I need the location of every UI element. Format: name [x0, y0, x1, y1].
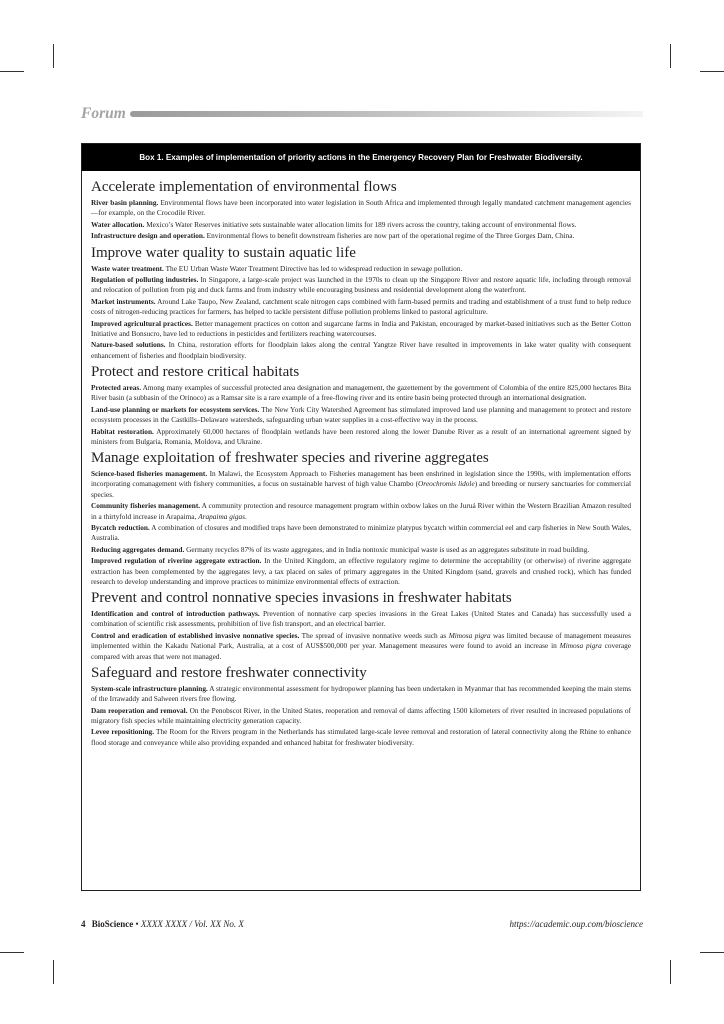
action-description: A combination of closures and modified traps have been demonstrated to minimize platypus bycatch within commercial eel and carp fisheries in New South Wales, Australia. — [91, 523, 631, 543]
section-heading: Improve water quality to sustain aquatic life — [91, 244, 356, 261]
action-term: River basin planning. — [91, 198, 159, 207]
action-description: In the United Kingdom, an effective regulatory regime to determine the acceptability (or otherwise) of riverine aggregate extraction has been complemented by the aggregates levy, a tax placed on sales of primary aggregates in the United Kingdom (sand, gravels and crushed rock), which has funded research to develop understanding and improve practices to minimize environmental effects of extraction. — [91, 556, 632, 586]
action-term: Levee repositioning. — [91, 727, 155, 737]
action-entry — [91, 231, 631, 241]
action-term: Control and eradication of established invasive nonnative species. — [91, 630, 300, 640]
action-entry — [91, 405, 631, 426]
action-description: The Room for the Rivers program in the Netherlands has stimulated large-scale levee removal and restoration of lateral connectivity along the Rhine to enhance flood storage and conveyance while also providing expanded and enhanced habitat for freshwater biodiversity. — [91, 727, 631, 747]
action-term: Water allocation. — [91, 219, 145, 229]
header-rule — [130, 111, 643, 117]
action-entry — [91, 220, 631, 230]
action-term: Community fisheries management. — [91, 501, 201, 511]
crop-mark — [670, 44, 671, 68]
action-term: Nature-based solutions. — [91, 340, 166, 350]
action-description: The spread of invasive nonnative weeds such as Mimosa pigra was limited because of management measures implemented within the Kakadu National Park, Australia, at a cost of AUS$500,000 per year. Management measures were found to avoid an increase in Mimosa pigra coverage compared with areas that were not managed. — [91, 630, 631, 661]
section-header — [81, 104, 643, 124]
issue-info: XXXX XXXX / Vol. XX No. X — [140, 919, 244, 929]
action-description: Better management practices on cotton and sugarcane farms in India and Pakistan, encouraged by market-based initiatives such as the Better Cotton Initiative and Bonsucro, have led to reductions in pesticides and fertilizers reaching watercourses. — [91, 318, 631, 338]
crop-mark — [53, 960, 54, 984]
action-term: Science-based fisheries management. — [91, 469, 208, 479]
section-heading: Protect and restore critical habitats — [91, 363, 300, 380]
action-description: A strategic environmental assessment for hydropower planning has been undertaken in Myanmar that has recommended keeping the main stems of the Irrawaddy and Salween rivers free flowing. — [91, 683, 631, 704]
action-description: A community protection and resource management program within oxbow lakes on the Juruá River within the Western Brazilian Amazon resulted in a thirtyfold increase in Arapaima, Arapaima gigas. — [91, 501, 631, 521]
section-label: Forum — [81, 105, 126, 122]
action-term: Protected areas. — [91, 382, 142, 392]
action-term: Infrastructure design and operation. — [91, 231, 205, 241]
journal-name: BioScience — [91, 919, 134, 929]
action-term: Improved regulation of riverine aggregate extraction. — [91, 556, 262, 566]
action-description: Approximately 60,000 hectares of floodplain wetlands have been restored along the lower Danube River as a result of an international agreement signed by ministers from Bulgaria, Romania, Moldova, and Ukraine. — [91, 426, 631, 446]
action-entry — [91, 523, 631, 544]
action-entry — [91, 609, 631, 630]
action-entry — [91, 545, 631, 555]
action-description: Environmental flows have been incorporated into water legislation in South Africa and implemented through legally mandated catchment management agencies—for example, on the Crocodile River. — [91, 198, 632, 218]
crop-mark — [0, 952, 24, 953]
action-entry — [91, 684, 631, 705]
crop-mark — [670, 960, 671, 984]
action-term: System-scale infrastructure planning. — [91, 683, 208, 693]
journal-url[interactable]: https://academic.oup.com/bioscience — [509, 919, 643, 929]
action-term: Market instruments. — [91, 296, 156, 306]
section-heading: Accelerate implementation of environmental flows — [91, 179, 397, 195]
crop-mark — [0, 71, 24, 72]
action-description: The EU Urban Waste Water Treatment Directive has led to widespread reduction in sewage pollution. — [163, 263, 463, 273]
action-entry — [91, 264, 631, 274]
crop-mark — [53, 44, 54, 68]
action-description: Among many examples of successful protected area designation and management, the gazettement by the government of Colombia of the entire 825,000 hectares Bita River basin (a subbasin of the Orinoco) as a Ramsar site is a rare example of a free-flowing river and its entire basin being protected through an international designation. — [91, 382, 631, 403]
action-term: Waste water treatment. — [91, 263, 164, 273]
action-description: In Singapore, a large-scale project was launched in the 1970s to clean up the Singapore River and restore aquatic life, including through removal and relocation of pollution from pig and duck farms and from industry while encouraging business and residential development along the waterfront. — [91, 275, 631, 295]
box-title: Box 1. Examples of implementation of priority actions in the Emergency Recovery Plan for Freshwater Biodiversity. — [82, 144, 640, 171]
action-entry — [91, 198, 631, 219]
action-entry — [91, 383, 631, 404]
action-term: Dam reoperation and removal. — [91, 705, 188, 715]
footer-citation — [81, 918, 244, 930]
action-description: In Malawi, the Ecosystem Approach to Fisheries management has been enshrined in legislation since the 1990s, with implementation efforts incorporating comanagement with fishery communities, a focus on sustainable harvest of high value Chambo (Oreochromis lidole) and breeding or nursery sanctuaries for commercial species. — [91, 469, 631, 499]
action-entry — [91, 631, 631, 662]
action-description: On the Penobscot River, in the United States, reoperation and removal of dams affecting 1500 kilometers of river resulted in increased populations of migratory fish species while maintaining electricity generation capacity. — [91, 705, 631, 725]
action-description: Environmental flows to benefit downstream fisheries are now part of the operational regime of the Three Gorges Dam, China. — [204, 231, 575, 241]
action-term: Land-use planning or markets for ecosystem services. — [91, 404, 260, 414]
action-description: Prevention of nonnative carp species invasions in the Great Lakes (United States and Canada) has successfully used a combination of scientific risk assessments, prohibition of live fish transport, and an electrical barrier. — [91, 609, 631, 629]
action-entry — [91, 275, 631, 296]
action-entry — [91, 501, 631, 522]
action-description: In China, restoration efforts for floodplain lakes along the central Yangtze River have resulted in improvements in lake water quality with consequent enhancement of fisheries and floodplain biodiversity. — [91, 340, 631, 360]
action-description: The New York City Watershed Agreement has stimulated improved land use planning and management to protect and restore ecosystem processes in the Castkills–Delaware watersheds, safeguarding urban water supplies in a cost-effective way in the process. — [91, 404, 631, 425]
action-term: Bycatch reduction. — [91, 523, 150, 532]
action-entry — [91, 706, 631, 727]
action-entry — [91, 340, 631, 361]
action-entry — [91, 319, 631, 340]
action-entry — [91, 727, 631, 748]
crop-mark — [700, 952, 724, 953]
action-entry — [91, 556, 631, 587]
box-body — [82, 171, 640, 748]
action-entry — [91, 297, 631, 318]
section-heading: Safeguard and restore freshwater connectivity — [91, 664, 367, 681]
section-heading: Manage exploitation of freshwater species and riverine aggregates — [91, 450, 489, 467]
page-number: 4 — [81, 919, 86, 929]
action-term: Reducing aggregates demand. — [91, 544, 185, 554]
action-description: Mexico’s Water Reserves initiative sets sustainable water allocation limits for 189 rivers across the country, taking account of environmental flows. — [144, 219, 577, 229]
action-entry — [91, 427, 631, 448]
action-description: Around Lake Taupo, New Zealand, catchment scale nitrogen caps combined with farm-based permits and trading and establishment of a trust fund to help reduce costs of nitrogen-reducing practices for farmers, has helped to tackle persistent diffuse pollution problems linked to pastoral agriculture. — [91, 296, 631, 317]
section-heading: Prevent and control nonnative species invasions in freshwater habitats — [91, 590, 512, 607]
action-term: Habitat restoration. — [91, 426, 154, 436]
crop-mark — [700, 71, 724, 72]
action-term: Identification and control of introduction pathways. — [91, 609, 260, 619]
action-description: Germany recycles 87% of its waste aggregates, and in India nontoxic municipal waste is used as an aggregates substitute in road building. — [184, 544, 590, 554]
action-term: Improved agricultural practices. — [91, 318, 193, 328]
box-1 — [81, 143, 641, 891]
footer-separator: • — [135, 919, 139, 929]
action-entry — [91, 469, 631, 500]
action-term: Regulation of polluting industries. — [91, 275, 199, 285]
